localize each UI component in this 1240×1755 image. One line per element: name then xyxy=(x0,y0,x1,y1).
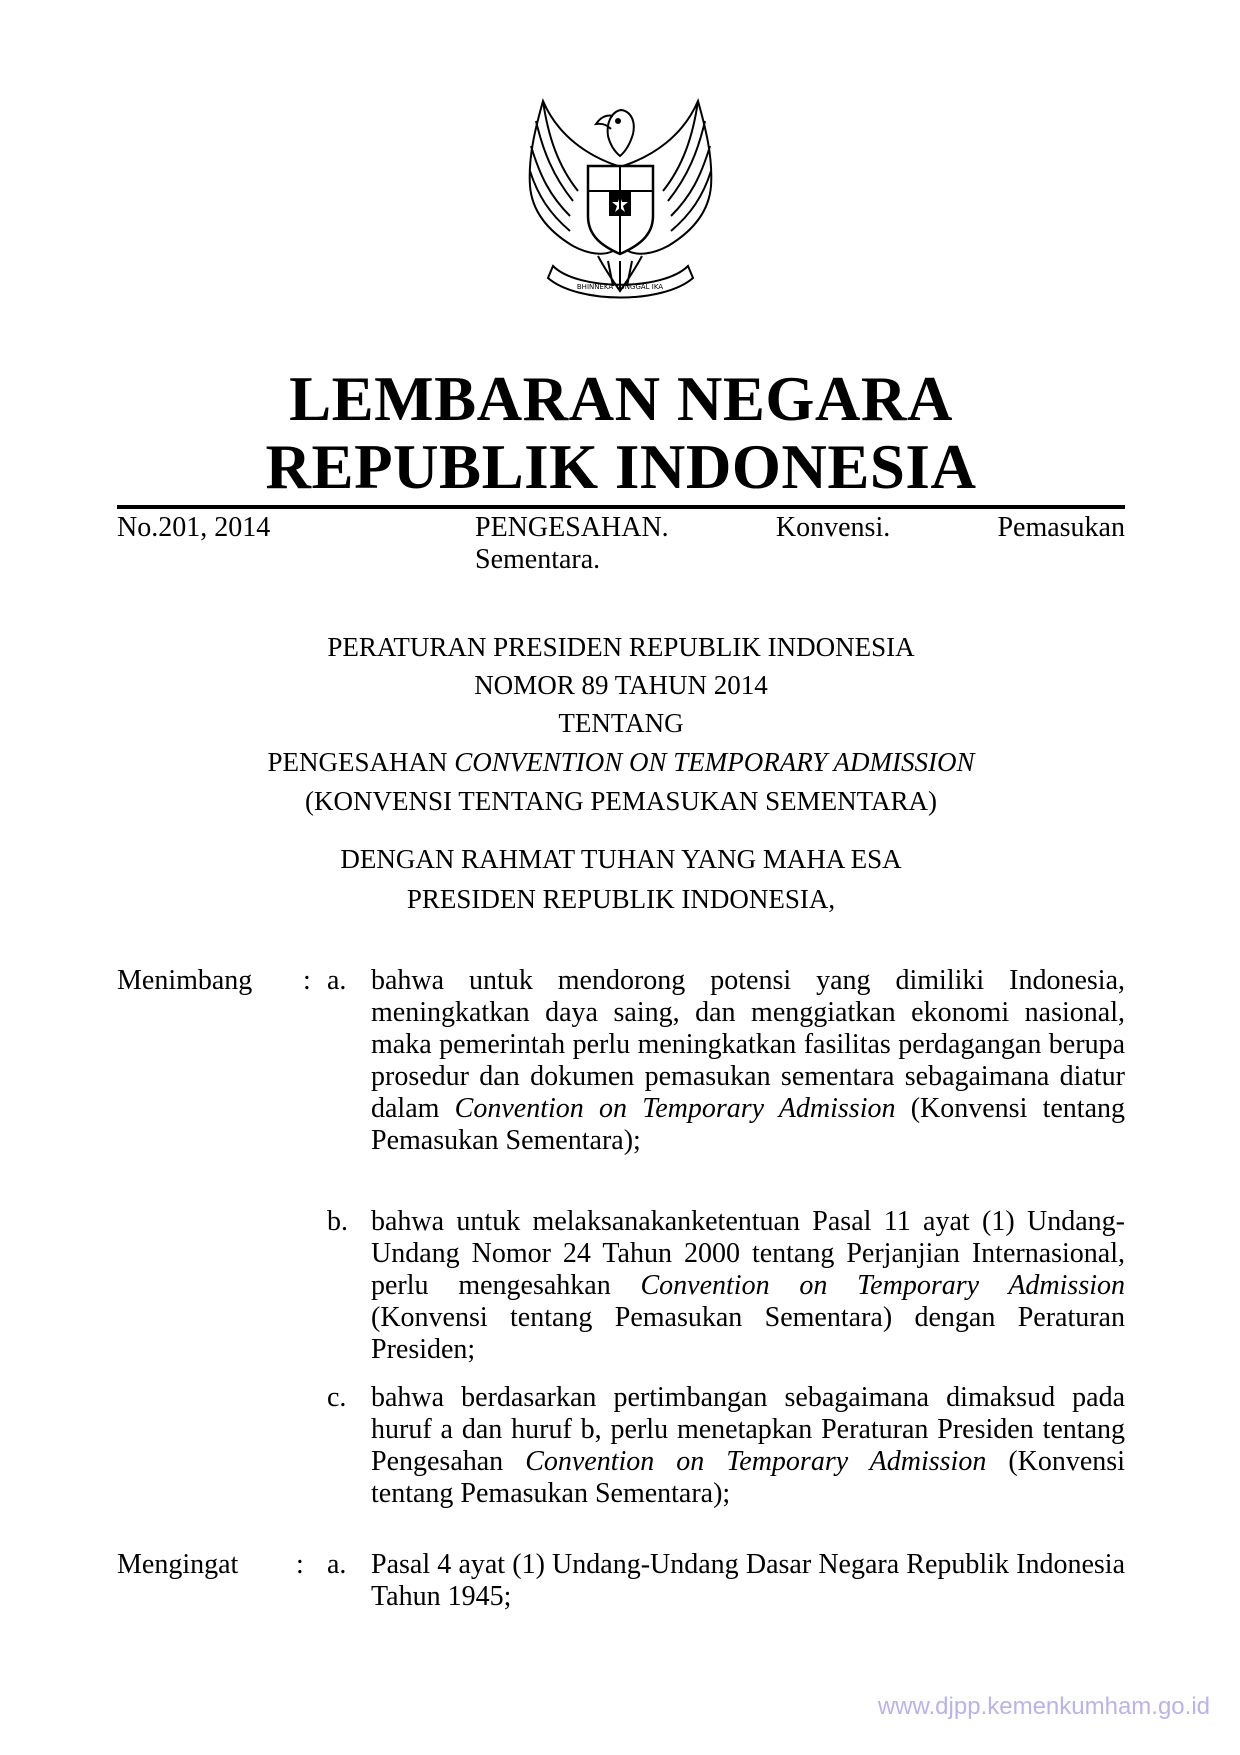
menimbang-b-part1: bahwa untuk melaksanakanketentuan Pasal 11 ayat (1) Undang-Undang Nomor 24 Tahun 2000 tentang Perjanjian Internasional, perlu mengesahkan xyxy=(371,1206,1125,1301)
menimbang-c-letter: c. xyxy=(327,1382,347,1413)
mengingat-label: Mengingat xyxy=(117,1549,239,1580)
menimbang-c-text xyxy=(371,1382,1125,1510)
subject-word-1: PENGESAHAN. xyxy=(475,512,669,543)
regulation-number: NOMOR 89 TAHUN 2014 xyxy=(474,670,768,700)
menimbang-a-part1: bahwa untuk mendorong potensi yang dimiliki Indonesia, meningkatkan daya saing, dan menggiatkan ekonomi nasional, maka pemerintah perlu meningkatkan fasilitas perdagangan berupa prosedur dan dokumen pemasukan sementara sebagaimana diatur dalam xyxy=(371,965,1125,1124)
menimbang-c-part2: (Konvensi tentang Pemasukan Sementara); xyxy=(371,1446,1125,1509)
menimbang-b-text xyxy=(371,1206,1125,1366)
menimbang-c-part1: bahwa berdasarkan pertimbangan sebagaimana dimaksud pada huruf a dan huruf b, perlu menetapkan Peraturan Presiden tentang Pengesahan xyxy=(371,1382,1125,1477)
subject-word-3: Pemasukan xyxy=(997,512,1125,543)
menimbang-b-convention: Convention on Temporary Admission xyxy=(640,1270,1125,1301)
regulation-subject-translation: (KONVENSI TENTANG PEMASUKAN SEMENTARA) xyxy=(305,786,937,816)
masthead-divider xyxy=(117,505,1125,509)
menimbang-b-letter: b. xyxy=(327,1206,348,1237)
menimbang-a-part2: (Konvensi tentang Pemasukan Sementara); xyxy=(371,1093,1126,1156)
gazette-subject xyxy=(475,512,1125,576)
menimbang-a-text xyxy=(371,965,1125,1157)
menimbang-b-part2: (Konvensi tentang Pemasukan Sementara) dengan Peraturan Presiden; xyxy=(371,1302,1125,1365)
svg-text:BHINNEKA TUNGGAL IKA: BHINNEKA TUNGGAL IKA xyxy=(576,283,664,291)
source-url-link[interactable]: www.djpp.kemenkumham.go.id xyxy=(877,1693,1210,1720)
regulation-subject xyxy=(117,743,1125,781)
subject-line-2: Sementara. xyxy=(475,544,601,575)
masthead-line2: REPUBLIK INDONESIA xyxy=(265,432,977,502)
mengingat-a-text: Pasal 4 ayat (1) Undang-Undang Dasar Negara Republik Indonesia Tahun 1945; xyxy=(371,1549,1125,1612)
subject-word-2: Konvensi. xyxy=(775,512,891,543)
menimbang-a-convention: Convention on Temporary Admission xyxy=(454,1093,896,1124)
menimbang-label: Menimbang xyxy=(117,965,253,996)
menimbang-c-convention: Convention on Temporary Admission xyxy=(525,1446,987,1477)
mengingat-colon: : xyxy=(296,1549,304,1580)
regulation-subject-convention: CONVENTION ON TEMPORARY ADMISSION xyxy=(454,747,975,777)
regulation-tentang: TENTANG xyxy=(558,708,684,738)
masthead-line1: LEMBARAN NEGARA xyxy=(289,364,953,434)
menimbang-colon: : xyxy=(303,965,311,996)
regulation-subject-prefix: PENGESAHAN xyxy=(267,747,455,777)
enacting-authority: PRESIDEN REPUBLIK INDONESIA, xyxy=(406,884,836,914)
garuda-emblem-icon xyxy=(518,96,723,311)
gazette-number: No.201, 2014 xyxy=(117,512,271,543)
mengingat-a-letter: a. xyxy=(327,1549,347,1580)
regulation-title: PERATURAN PRESIDEN REPUBLIK INDONESIA xyxy=(327,632,915,662)
invocation: DENGAN RAHMAT TUHAN YANG MAHA ESA xyxy=(340,844,902,874)
menimbang-a-letter: a. xyxy=(327,965,347,996)
